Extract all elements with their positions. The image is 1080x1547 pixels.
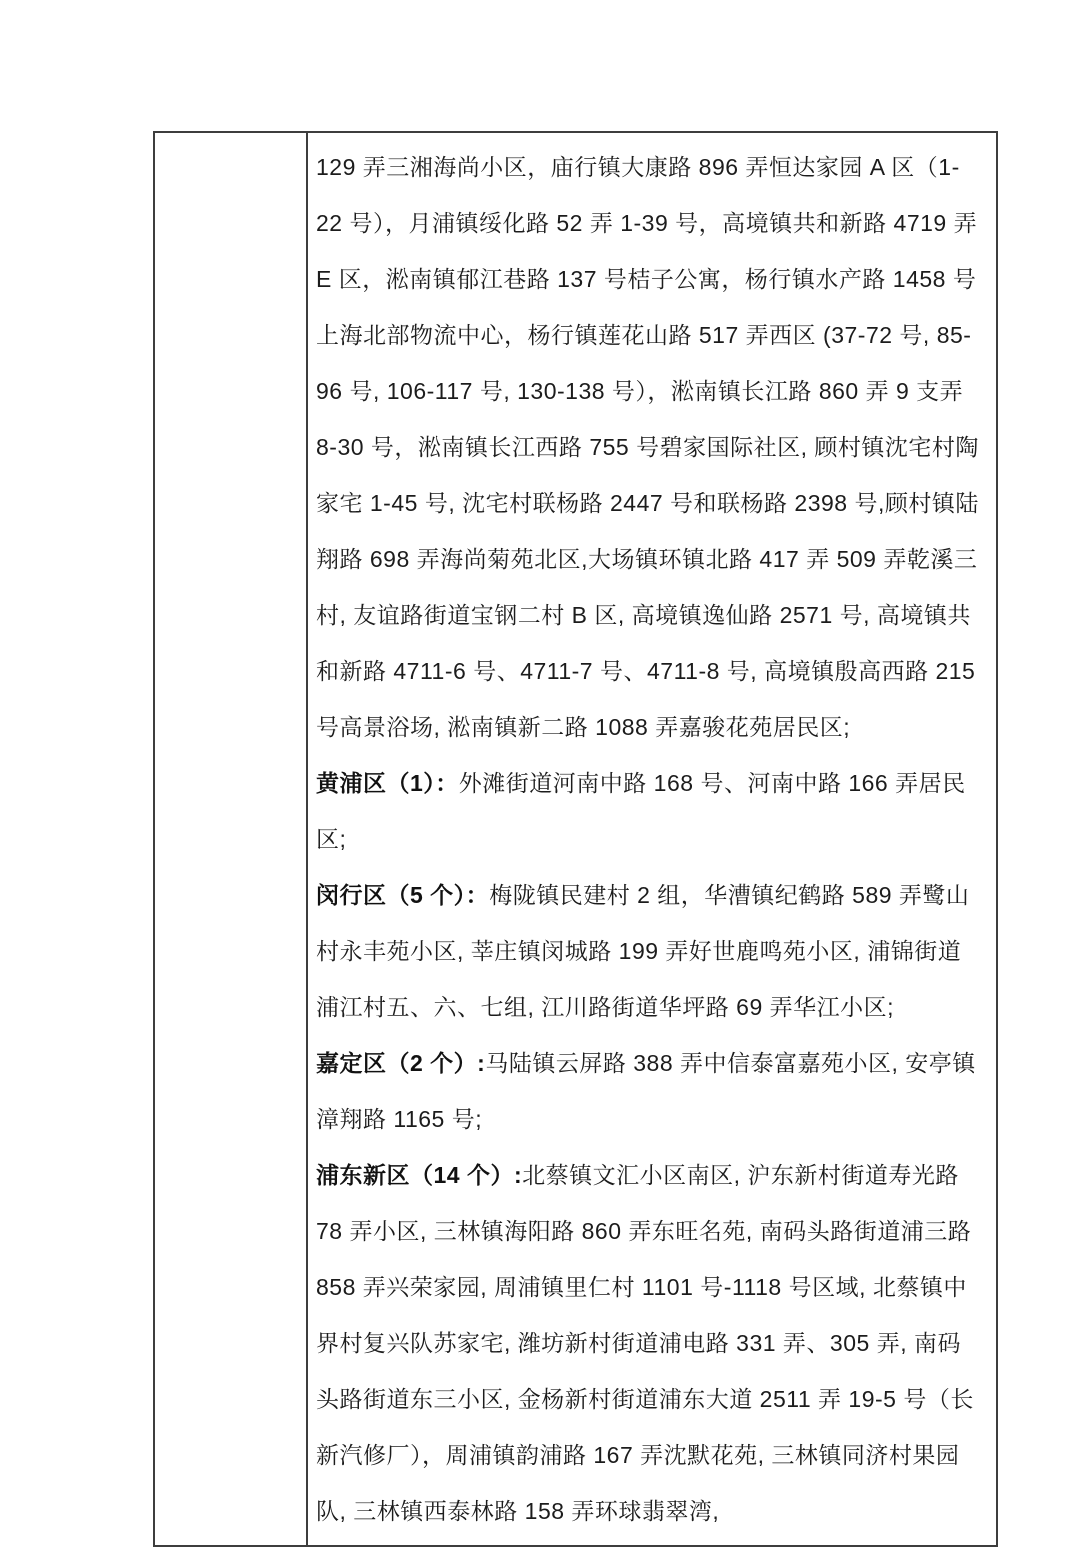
district-label: 浦东新区（14 个）: bbox=[316, 1162, 523, 1188]
table-row bbox=[154, 132, 997, 1546]
paragraph: 嘉定区（2 个）:马陆镇云屏路 388 弄中信泰富嘉苑小区, 安亭镇漳翔路 1165 号; bbox=[316, 1050, 976, 1132]
paragraph: 闵行区（5 个）：梅陇镇民建村 2 组，华漕镇纪鹤路 589 弄鹭山村永丰苑小区, 莘庄镇闵城路 199 弄好世鹿鸣苑小区, 浦锦街道浦江村五、六、七组, 江川路街道华坪路 69 弄华江小区; bbox=[316, 882, 970, 1020]
district-label: 黄浦区（1）： bbox=[316, 770, 459, 796]
district-label: 闵行区（5 个）： bbox=[316, 882, 490, 908]
address-cell bbox=[307, 132, 997, 1546]
paragraph: 黄浦区（1）：外滩街道河南中路 168 号、河南中路 166 弄居民区; bbox=[316, 770, 966, 852]
paragraph: 浦东新区（14 个）:北蔡镇文汇小区南区, 沪东新村街道寿光路 78 弄小区, 三林镇海阳路 860 弄东旺名苑, 南码头路街道浦三路 858 弄兴荣家园, 周浦镇里仁村 1101 号-1118 号区域, 北蔡镇中界村复兴队苏家宅, 潍坊新村街道浦电路 331 弄、305 弄, 南码头路街道东三小区, 金杨新村街道浦东大道 2511 弄 19-5 号（长新汽修厂），周浦镇韵浦路 167 弄沈默花苑, 三林镇同济村果园队, 三林镇西泰林路 158 弄环球翡翠湾, bbox=[316, 1162, 974, 1524]
paragraph: 129 弄三湘海尚小区，庙行镇大康路 896 弄恒达家园 A 区（1-22 号），月浦镇绥化路 52 弄 1-39 号，高境镇共和新路 4719 弄 E 区，淞南镇郁江巷路 137 号桔子公寓，杨行镇水产路 1458 号上海北部物流中心，杨行镇莲花山路 517 弄西区 (37-72 号, 85-96 号, 106-117 号, 130-138 号），淞南镇长江路 860 弄 9 支弄 8-30 号，淞南镇长江西路 755 号碧家国际社区, 顾村镇沈宅村陶家宅 1-45 号, 沈宅村联杨路 2447 号和联杨路 2398 号,顾村镇陆翔路 698 弄海尚菊苑北区,大场镇环镇北路 417 弄 509 弄乾溪三村, 友谊路街道宝钢二村 B 区, 高境镇逸仙路 2571 号, 高境镇共和新路 4711-6 号、4711-7 号、4711-8 号, 高境镇殷高西路 215 号高景浴场, 淞南镇新二路 1088 弄嘉骏花苑居民区; bbox=[316, 154, 979, 740]
district-label: 嘉定区（2 个）: bbox=[316, 1050, 486, 1076]
address-table bbox=[153, 131, 998, 1547]
row-header-cell bbox=[154, 132, 307, 1546]
